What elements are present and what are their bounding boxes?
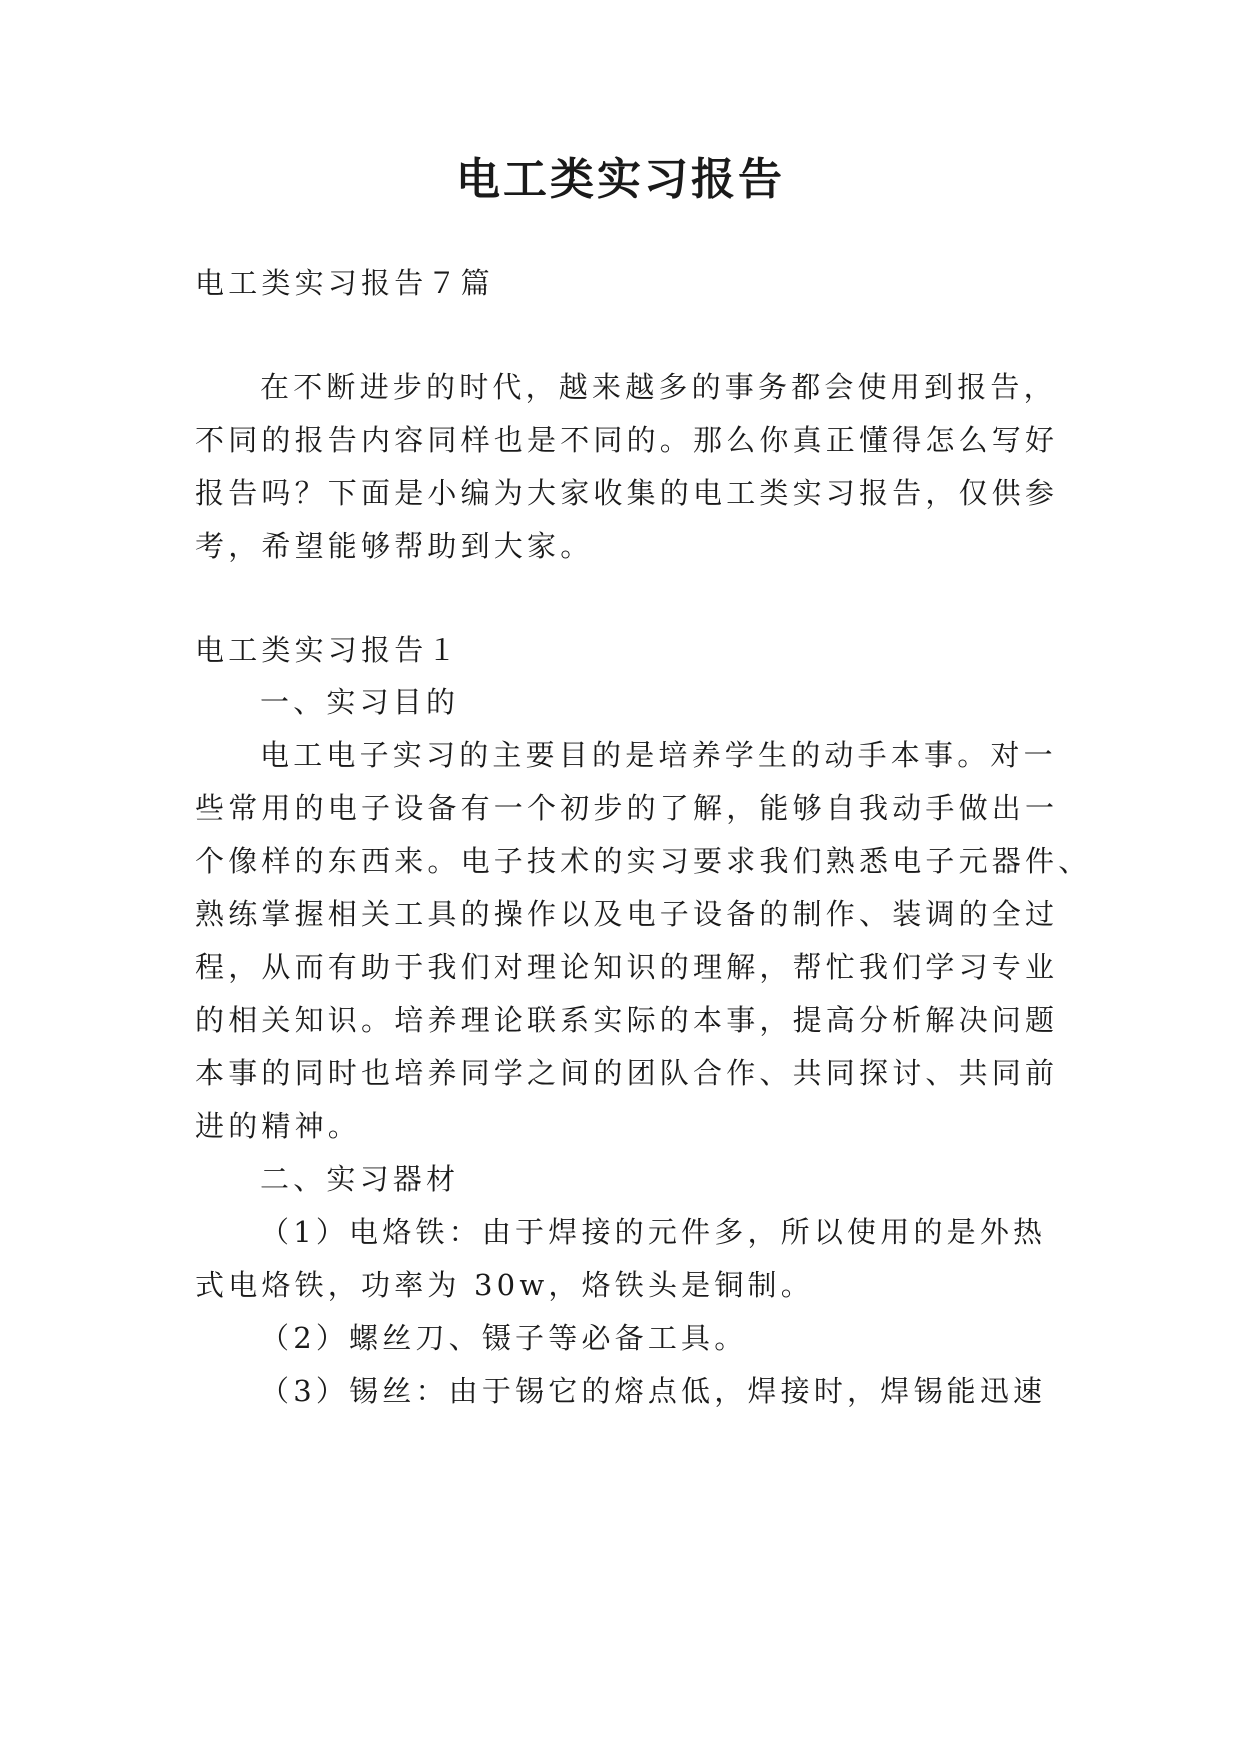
purpose-line: 的相关知识。培养理论联系实际的本事，提高分析解决问题 — [195, 1003, 1059, 1037]
intro-line: 不同的报告内容同样也是不同的。那么你真正懂得怎么写好 — [195, 423, 1059, 457]
purpose-line: 程，从而有助于我们对理论知识的理解，帮忙我们学习专业 — [195, 950, 1059, 984]
section-heading: 电工类实习报告１ — [195, 633, 461, 667]
purpose-line: 些常用的电子设备有一个初步的了解，能够自我动手做出一 — [195, 791, 1059, 825]
purpose-line: 进的精神。 — [195, 1109, 362, 1143]
intro-line: 考，希望能够帮助到大家。 — [195, 529, 594, 563]
purpose-line: 熟练掌握相关工具的操作以及电子设备的制作、装调的全过 — [195, 897, 1059, 931]
purpose-line: 个像样的东西来。电子技术的实习要求我们熟悉电子元器件、 — [195, 844, 1092, 878]
equipment-line: （2）螺丝刀、镊子等必备工具。 — [260, 1321, 748, 1355]
equipment-line: （1）电烙铁：由于焊接的元件多，所以使用的是外热 — [260, 1215, 1047, 1249]
purpose-line: 本事的同时也培养同学之间的团队合作、共同探讨、共同前 — [195, 1056, 1059, 1090]
intro-line: 报告吗？下面是小编为大家收集的电工类实习报告，仅供参 — [195, 476, 1059, 510]
document-subtitle: 电工类实习报告７篇 — [195, 266, 494, 300]
page-title: 电工类实习报告 — [456, 154, 785, 205]
equipment-line: （3）锡丝：由于锡它的熔点低，焊接时，焊锡能迅速 — [260, 1374, 1047, 1408]
intro-line: 在不断进步的时代，越来越多的事务都会使用到报告， — [260, 370, 1057, 404]
purpose-line: 电工电子实习的主要目的是培养学生的动手本事。对一 — [260, 738, 1057, 772]
purpose-heading: 一、实习目的 — [260, 685, 460, 719]
equipment-heading: 二、实习器材 — [260, 1162, 460, 1196]
equipment-line: 式电烙铁，功率为 30w，烙铁头是铜制。 — [195, 1268, 814, 1302]
